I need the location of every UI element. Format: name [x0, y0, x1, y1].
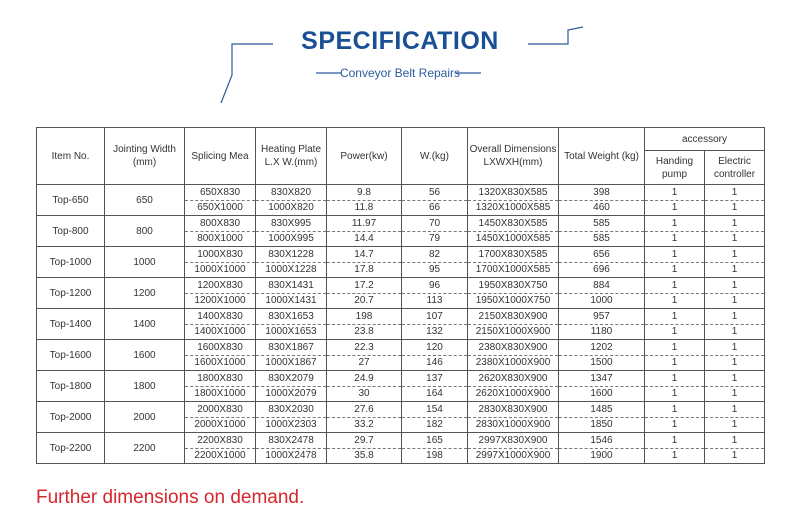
cell-total-weight: 1000 [559, 293, 645, 309]
cell-power: 17.8 [327, 262, 402, 278]
header-overall-dimensions: Overall Dimensions LXWXH(mm) [468, 128, 559, 185]
cell-jointing-width: 1800 [105, 371, 185, 402]
table-body [37, 185, 765, 464]
cell-total-weight: 1180 [559, 324, 645, 340]
cell-weight: 137 [402, 371, 468, 387]
cell-handing-pump: 1 [645, 417, 705, 433]
table-row [37, 309, 765, 325]
cell-weight: 70 [402, 216, 468, 232]
header-accessory: accessory [645, 128, 765, 151]
header-total-weight: Total Weight (kg) [559, 128, 645, 185]
cell-overall-dimensions: 2997X1000X900 [468, 448, 559, 464]
cell-item-no: Top-2000 [37, 402, 105, 433]
cell-handing-pump: 1 [645, 262, 705, 278]
table-row [37, 371, 765, 387]
cell-electric-controller: 1 [705, 231, 765, 247]
table-row [37, 185, 765, 201]
cell-item-no: Top-650 [37, 185, 105, 216]
cell-jointing-width: 650 [105, 185, 185, 216]
cell-total-weight: 585 [559, 231, 645, 247]
cell-handing-pump: 1 [645, 309, 705, 325]
cell-jointing-width: 1600 [105, 340, 185, 371]
cell-overall-dimensions: 1700X1000X585 [468, 262, 559, 278]
cell-total-weight: 1202 [559, 340, 645, 356]
cell-weight: 182 [402, 417, 468, 433]
cell-handing-pump: 1 [645, 324, 705, 340]
cell-weight: 132 [402, 324, 468, 340]
cell-handing-pump: 1 [645, 200, 705, 216]
cell-overall-dimensions: 2380X1000X900 [468, 355, 559, 371]
cell-power: 11.8 [327, 200, 402, 216]
cell-splicing: 1000X830 [185, 247, 256, 263]
cell-handing-pump: 1 [645, 371, 705, 387]
cell-heating-plate: 1000X1867 [256, 355, 327, 371]
cell-heating-plate: 830X2079 [256, 371, 327, 387]
cell-overall-dimensions: 2997X830X900 [468, 433, 559, 449]
cell-splicing: 800X1000 [185, 231, 256, 247]
cell-splicing: 2000X830 [185, 402, 256, 418]
cell-total-weight: 957 [559, 309, 645, 325]
cell-splicing: 1200X830 [185, 278, 256, 294]
cell-heating-plate: 830X2030 [256, 402, 327, 418]
cell-overall-dimensions: 2830X1000X900 [468, 417, 559, 433]
cell-overall-dimensions: 2380X830X900 [468, 340, 559, 356]
cell-heating-plate: 1000X1431 [256, 293, 327, 309]
cell-heating-plate: 1000X2478 [256, 448, 327, 464]
cell-total-weight: 1485 [559, 402, 645, 418]
cell-handing-pump: 1 [645, 402, 705, 418]
cell-handing-pump: 1 [645, 185, 705, 201]
cell-jointing-width: 800 [105, 216, 185, 247]
cell-jointing-width: 2200 [105, 433, 185, 464]
cell-overall-dimensions: 2150X830X900 [468, 309, 559, 325]
cell-overall-dimensions: 1450X1000X585 [468, 231, 559, 247]
cell-heating-plate: 1000X820 [256, 200, 327, 216]
cell-weight: 79 [402, 231, 468, 247]
cell-heating-plate: 830X2478 [256, 433, 327, 449]
cell-item-no: Top-1000 [37, 247, 105, 278]
cell-jointing-width: 1200 [105, 278, 185, 309]
cell-weight: 56 [402, 185, 468, 201]
cell-heating-plate: 1000X1653 [256, 324, 327, 340]
cell-electric-controller: 1 [705, 386, 765, 402]
cell-power: 24.9 [327, 371, 402, 387]
cell-splicing: 1000X1000 [185, 262, 256, 278]
header-splicing: Splicing Mea [185, 128, 256, 185]
cell-total-weight: 585 [559, 216, 645, 232]
cell-overall-dimensions: 1320X1000X585 [468, 200, 559, 216]
cell-splicing: 650X1000 [185, 200, 256, 216]
cell-electric-controller: 1 [705, 448, 765, 464]
cell-heating-plate: 1000X2079 [256, 386, 327, 402]
cell-heating-plate: 830X1653 [256, 309, 327, 325]
specification-table [36, 127, 765, 464]
title-frame-lines [0, 0, 800, 120]
header-banner [0, 0, 800, 120]
cell-power: 17.2 [327, 278, 402, 294]
cell-handing-pump: 1 [645, 448, 705, 464]
cell-total-weight: 460 [559, 200, 645, 216]
cell-weight: 107 [402, 309, 468, 325]
cell-overall-dimensions: 1450X830X585 [468, 216, 559, 232]
cell-heating-plate: 1000X1228 [256, 262, 327, 278]
cell-weight: 198 [402, 448, 468, 464]
cell-power: 14.4 [327, 231, 402, 247]
cell-electric-controller: 1 [705, 278, 765, 294]
cell-overall-dimensions: 1700X830X585 [468, 247, 559, 263]
cell-overall-dimensions: 1950X1000X750 [468, 293, 559, 309]
cell-power: 30 [327, 386, 402, 402]
table-row [37, 340, 765, 356]
cell-total-weight: 1600 [559, 386, 645, 402]
cell-total-weight: 1500 [559, 355, 645, 371]
cell-weight: 164 [402, 386, 468, 402]
cell-electric-controller: 1 [705, 371, 765, 387]
cell-splicing: 650X830 [185, 185, 256, 201]
cell-weight: 66 [402, 200, 468, 216]
header-handing-pump: Handing pump [645, 151, 705, 185]
cell-power: 33.2 [327, 417, 402, 433]
table-row [37, 216, 765, 232]
cell-heating-plate: 830X1228 [256, 247, 327, 263]
cell-overall-dimensions: 2620X830X900 [468, 371, 559, 387]
cell-splicing: 2000X1000 [185, 417, 256, 433]
cell-total-weight: 1347 [559, 371, 645, 387]
cell-weight: 96 [402, 278, 468, 294]
header-item-no: Item No. [37, 128, 105, 185]
cell-electric-controller: 1 [705, 309, 765, 325]
cell-weight: 113 [402, 293, 468, 309]
cell-splicing: 1600X1000 [185, 355, 256, 371]
cell-power: 35.8 [327, 448, 402, 464]
cell-item-no: Top-2200 [37, 433, 105, 464]
cell-heating-plate: 1000X2303 [256, 417, 327, 433]
header-weight: W.(kg) [402, 128, 468, 185]
table-row [37, 402, 765, 418]
cell-weight: 146 [402, 355, 468, 371]
cell-weight: 165 [402, 433, 468, 449]
cell-jointing-width: 1000 [105, 247, 185, 278]
cell-item-no: Top-1600 [37, 340, 105, 371]
cell-power: 27.6 [327, 402, 402, 418]
cell-heating-plate: 830X1867 [256, 340, 327, 356]
cell-heating-plate: 830X820 [256, 185, 327, 201]
cell-power: 27 [327, 355, 402, 371]
cell-electric-controller: 1 [705, 417, 765, 433]
cell-total-weight: 696 [559, 262, 645, 278]
page-title: SPECIFICATION [301, 27, 499, 55]
cell-electric-controller: 1 [705, 340, 765, 356]
header-heating-plate: Heating Plate L.X W.(mm) [256, 128, 327, 185]
cell-splicing: 1600X830 [185, 340, 256, 356]
cell-power: 20.7 [327, 293, 402, 309]
cell-power: 11.97 [327, 216, 402, 232]
footer-note: Further dimensions on demand. [36, 487, 305, 508]
cell-total-weight: 1900 [559, 448, 645, 464]
cell-electric-controller: 1 [705, 247, 765, 263]
cell-power: 198 [327, 309, 402, 325]
cell-splicing: 2200X830 [185, 433, 256, 449]
cell-splicing: 800X830 [185, 216, 256, 232]
cell-electric-controller: 1 [705, 293, 765, 309]
cell-overall-dimensions: 1320X830X585 [468, 185, 559, 201]
cell-power: 29.7 [327, 433, 402, 449]
header-electric-controller: Electric controller [705, 151, 765, 185]
cell-splicing: 1800X1000 [185, 386, 256, 402]
cell-item-no: Top-800 [37, 216, 105, 247]
cell-item-no: Top-1200 [37, 278, 105, 309]
cell-item-no: Top-1400 [37, 309, 105, 340]
cell-handing-pump: 1 [645, 231, 705, 247]
header-jointing-width: Jointing Width (mm) [105, 128, 185, 185]
cell-heating-plate: 830X1431 [256, 278, 327, 294]
cell-splicing: 1400X830 [185, 309, 256, 325]
cell-weight: 95 [402, 262, 468, 278]
cell-handing-pump: 1 [645, 355, 705, 371]
cell-heating-plate: 1000X995 [256, 231, 327, 247]
cell-electric-controller: 1 [705, 262, 765, 278]
cell-power: 22.3 [327, 340, 402, 356]
cell-overall-dimensions: 2620X1000X900 [468, 386, 559, 402]
cell-electric-controller: 1 [705, 185, 765, 201]
cell-power: 14.7 [327, 247, 402, 263]
table-row [37, 433, 765, 449]
cell-splicing: 2200X1000 [185, 448, 256, 464]
cell-handing-pump: 1 [645, 386, 705, 402]
header-power: Power(kw) [327, 128, 402, 185]
cell-electric-controller: 1 [705, 355, 765, 371]
cell-power: 9.8 [327, 185, 402, 201]
cell-electric-controller: 1 [705, 216, 765, 232]
cell-splicing: 1800X830 [185, 371, 256, 387]
cell-weight: 154 [402, 402, 468, 418]
cell-total-weight: 884 [559, 278, 645, 294]
cell-overall-dimensions: 2150X1000X900 [468, 324, 559, 340]
cell-splicing: 1200X1000 [185, 293, 256, 309]
cell-handing-pump: 1 [645, 216, 705, 232]
cell-overall-dimensions: 2830X830X900 [468, 402, 559, 418]
cell-jointing-width: 1400 [105, 309, 185, 340]
cell-electric-controller: 1 [705, 433, 765, 449]
cell-overall-dimensions: 1950X830X750 [468, 278, 559, 294]
cell-total-weight: 1850 [559, 417, 645, 433]
cell-item-no: Top-1800 [37, 371, 105, 402]
cell-handing-pump: 1 [645, 293, 705, 309]
cell-jointing-width: 2000 [105, 402, 185, 433]
page-subtitle: Conveyor Belt Repairs [339, 66, 461, 80]
cell-total-weight: 1546 [559, 433, 645, 449]
table-row [37, 278, 765, 294]
table-row [37, 247, 765, 263]
cell-handing-pump: 1 [645, 247, 705, 263]
cell-total-weight: 398 [559, 185, 645, 201]
cell-power: 23.8 [327, 324, 402, 340]
cell-handing-pump: 1 [645, 340, 705, 356]
cell-weight: 120 [402, 340, 468, 356]
cell-handing-pump: 1 [645, 278, 705, 294]
cell-handing-pump: 1 [645, 433, 705, 449]
cell-splicing: 1400X1000 [185, 324, 256, 340]
cell-heating-plate: 830X995 [256, 216, 327, 232]
cell-electric-controller: 1 [705, 402, 765, 418]
cell-weight: 82 [402, 247, 468, 263]
cell-electric-controller: 1 [705, 200, 765, 216]
cell-electric-controller: 1 [705, 324, 765, 340]
cell-total-weight: 656 [559, 247, 645, 263]
